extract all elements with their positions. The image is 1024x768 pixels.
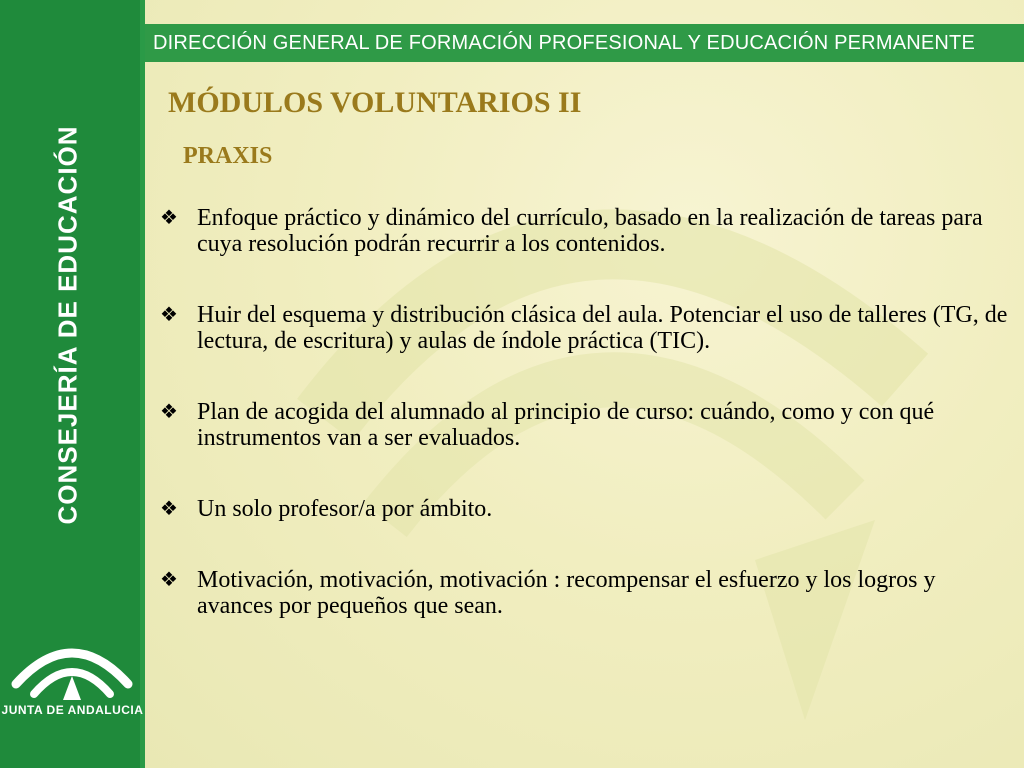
bullet-list	[160, 205, 1010, 664]
diamond-bullet-icon: ❖	[160, 569, 178, 591]
bullet-text: Enfoque práctico y dinámico del currículo, basado en la realización de tareas para cuya resolución podrán recurrir a los contenidos.	[197, 205, 983, 257]
logo-caption: JUNTA DE ANDALUCIA	[1, 703, 144, 717]
diamond-bullet-icon: ❖	[160, 401, 178, 423]
bullet-item	[160, 496, 1010, 522]
diamond-bullet-icon: ❖	[160, 304, 178, 326]
sidebar	[0, 0, 145, 768]
bullet-text: Motivación, motivación, motivación : recompensar el esfuerzo y los logros y avances por pequeños que sean.	[197, 567, 936, 619]
bullet-item	[160, 205, 1010, 257]
bullet-text: Plan de acogida del alumnado al principio de curso: cuándo, como y con qué instrumentos van a ser evaluados.	[197, 399, 935, 451]
diamond-bullet-icon: ❖	[160, 207, 178, 229]
bullet-text: Un solo profesor/a por ámbito.	[197, 496, 493, 522]
bullet-item	[160, 302, 1010, 354]
top-banner	[145, 24, 1024, 62]
diamond-bullet-icon: ❖	[160, 498, 178, 520]
vertical-department-title: CONSEJERÍA DE EDUCACIÓN	[52, 125, 83, 525]
bullet-item	[160, 567, 1010, 619]
slide-subtitle: PRAXIS	[183, 143, 273, 169]
banner-title: DIRECCIÓN GENERAL DE FORMACIÓN PROFESIONAL Y EDUCACIÓN PERMANENTE	[153, 32, 976, 54]
bullet-item	[160, 399, 1010, 451]
bullet-text: Huir del esquema y distribución clásica del aula. Potenciar el uso de talleres (TG, de lectura, de escritura) y aulas de índole práctica (TIC).	[197, 302, 1008, 354]
slide-title: MÓDULOS VOLUNTARIOS II	[168, 86, 582, 119]
